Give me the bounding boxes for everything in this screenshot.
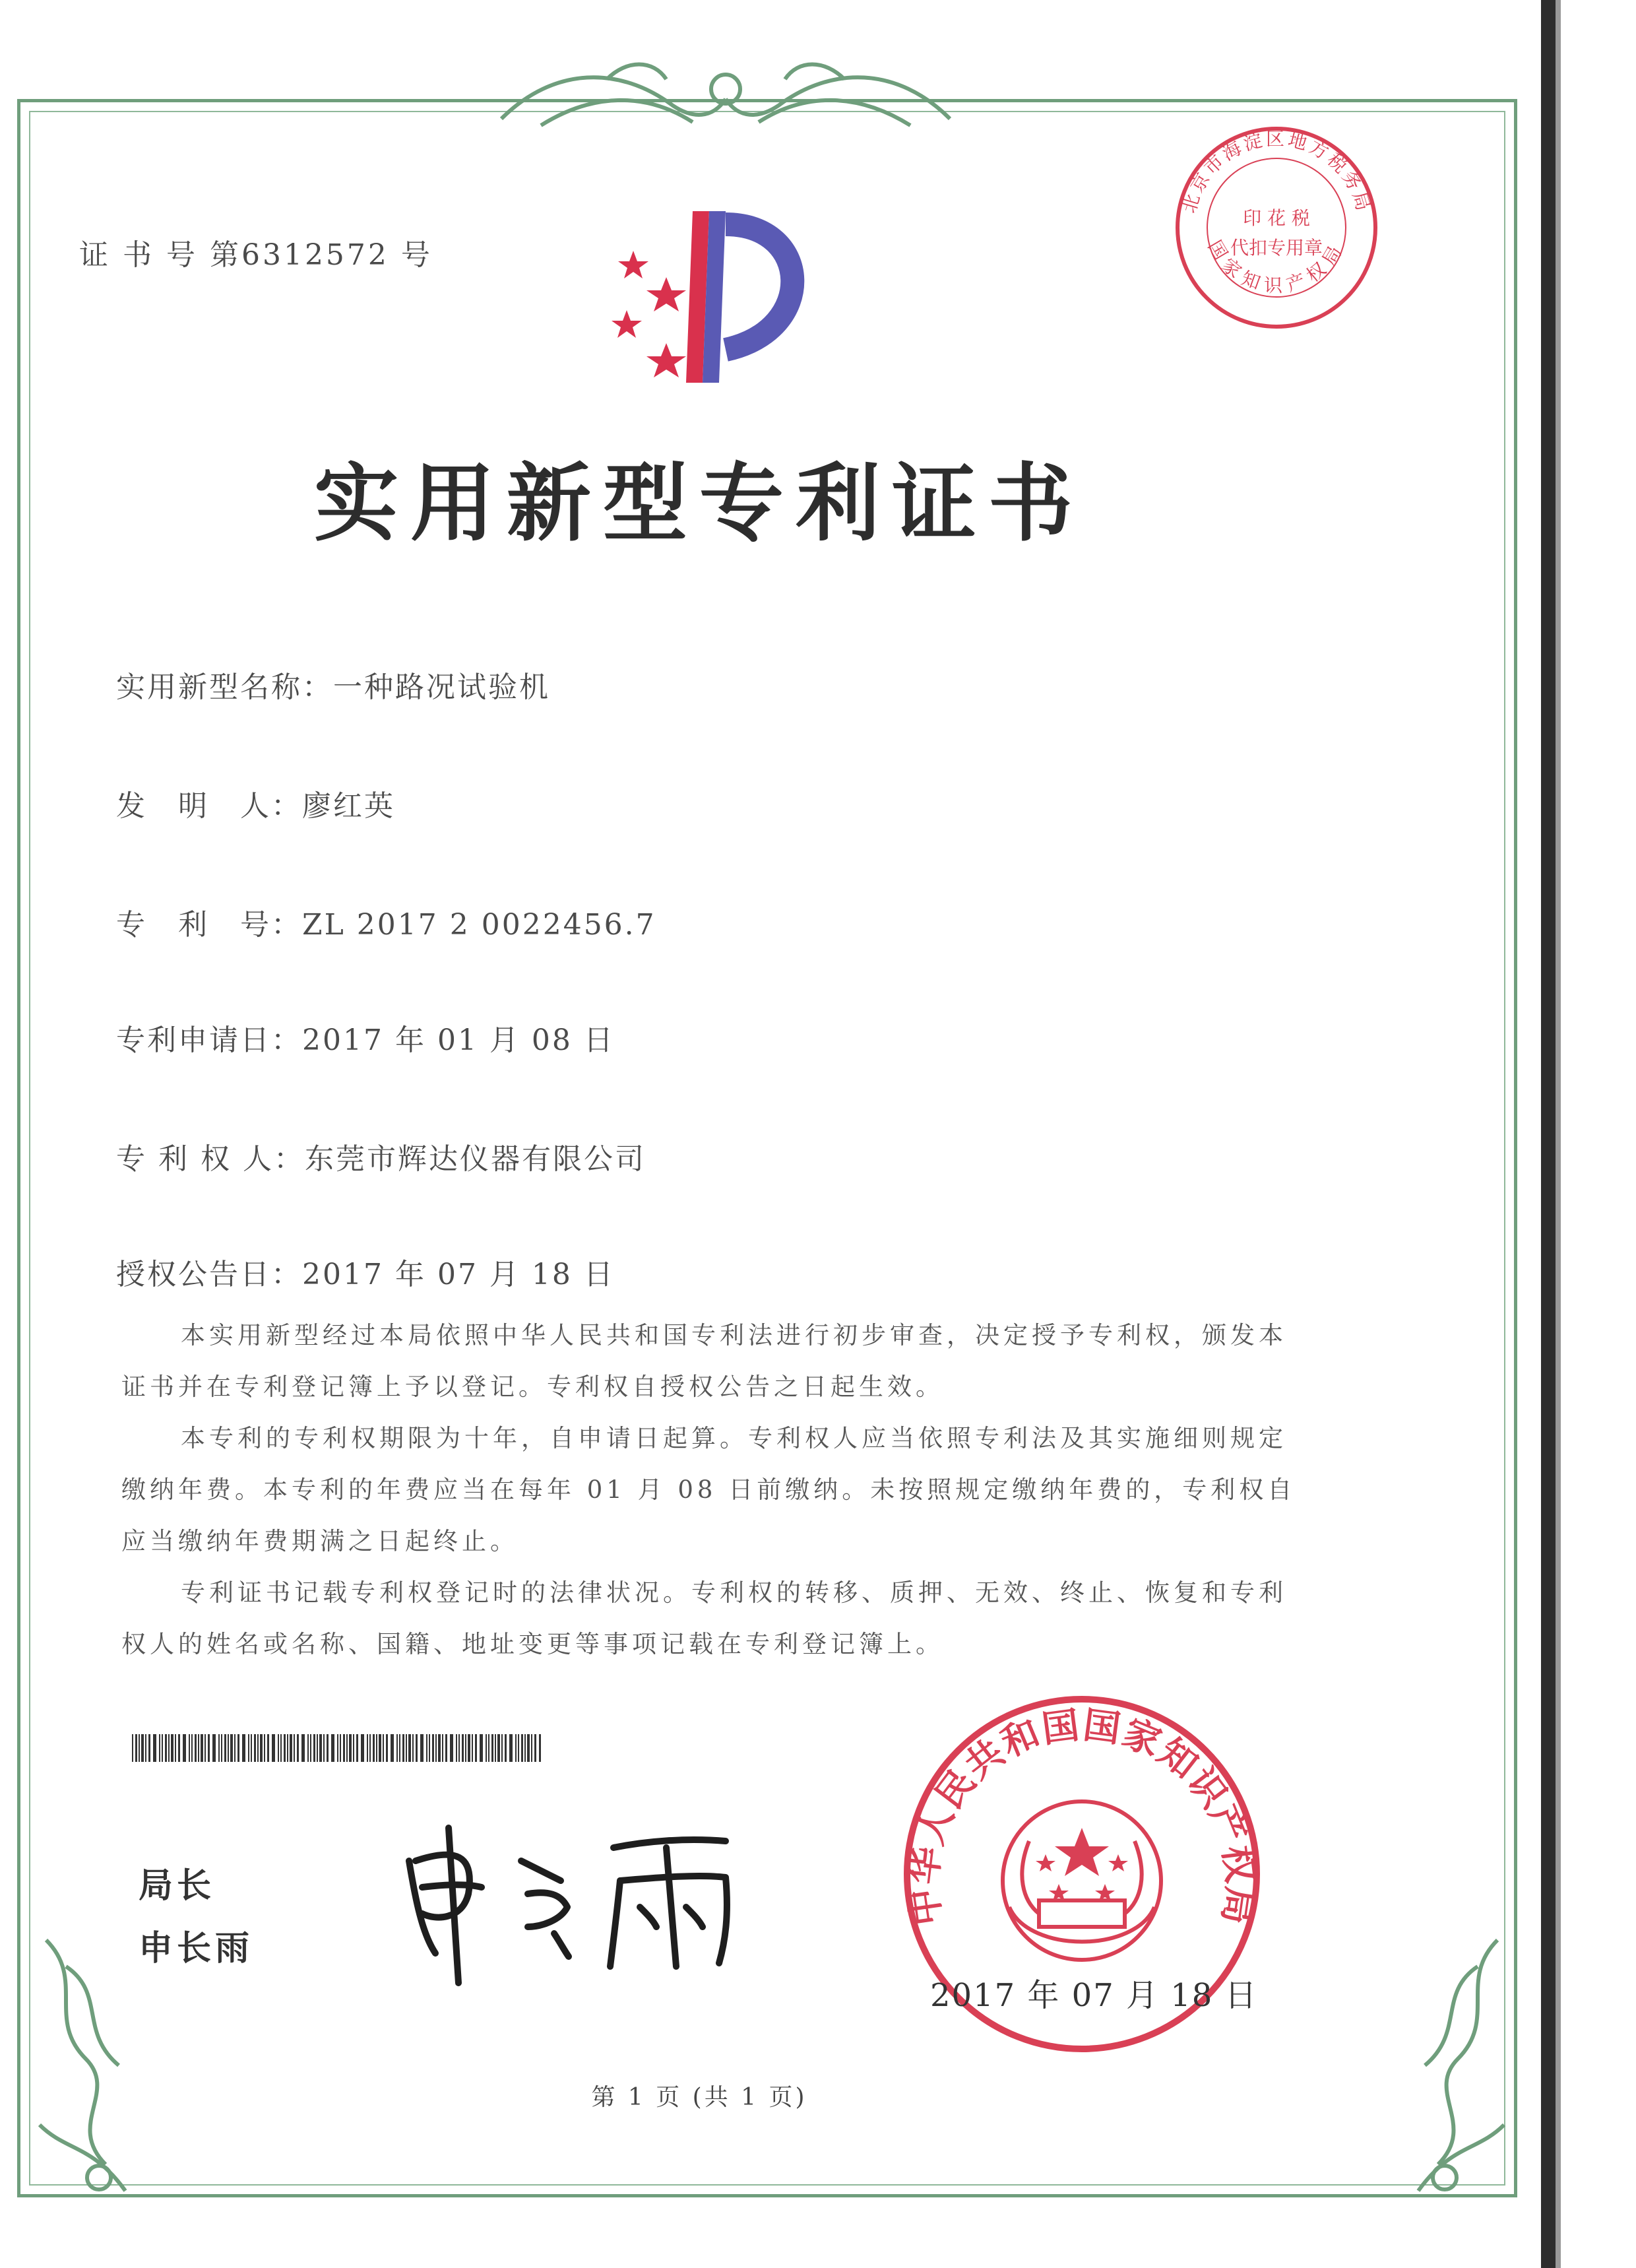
barcode-bar: [379, 1734, 381, 1762]
barcode-bar: [488, 1734, 489, 1762]
barcode-bar: [416, 1734, 418, 1762]
top-ornament: [475, 53, 976, 139]
barcode-bar: [307, 1734, 309, 1762]
certificate-body: [121, 1310, 1309, 1670]
barcode-bar: [201, 1734, 203, 1762]
barcode-bar: [212, 1734, 216, 1762]
barcode-bar: [531, 1734, 532, 1762]
barcode-bar: [132, 1734, 133, 1762]
barcode-bar: [159, 1734, 160, 1762]
barcode-bar: [346, 1734, 348, 1762]
field-patent-number: [116, 901, 656, 943]
barcode-bar: [310, 1734, 311, 1762]
field-value: 2017 年 01 月 08 日: [302, 1023, 615, 1057]
body-paragraph-1: 本实用新型经过本局依照中华人民共和国专利法进行初步审查，决定授予专利权，颁发本证书并在专利登记簿上予以登记。专利权自授权公告之日起生效。: [121, 1321, 1287, 1401]
barcode-bar: [327, 1734, 329, 1762]
barcode-bar: [534, 1734, 536, 1762]
barcode-bar: [356, 1734, 358, 1762]
barcode-bar: [228, 1734, 229, 1762]
barcode-bar: [218, 1734, 220, 1762]
barcode-bar: [145, 1734, 146, 1762]
field-value: 东莞市辉达仪器有限公司: [304, 1142, 646, 1176]
field-label: 实用新型名称：: [116, 670, 333, 704]
barcode-bar: [175, 1734, 176, 1762]
barcode-bar: [539, 1734, 541, 1762]
field-value: 2017 年 07 月 18 日: [302, 1258, 615, 1291]
barcode-bar: [429, 1734, 430, 1762]
barcode-bar: [198, 1734, 199, 1762]
barcode-bar: [524, 1734, 526, 1762]
barcode-bar: [386, 1734, 388, 1762]
barcode-bar: [435, 1734, 437, 1762]
tax-seal-center-line-1: 印 花 税: [1243, 207, 1310, 229]
barcode-bar: [257, 1734, 259, 1762]
barcode-bar: [287, 1734, 288, 1762]
barcode-bar: [153, 1734, 156, 1762]
barcode-bar: [527, 1734, 530, 1762]
patent-office-logo: [594, 198, 831, 396]
certificate-title: 实用新型专利证书: [313, 455, 1085, 553]
barcode-bar: [408, 1734, 411, 1762]
barcode-bar: [237, 1734, 239, 1762]
barcode-bar: [135, 1734, 137, 1762]
barcode-bar: [251, 1734, 252, 1762]
barcode-bar: [290, 1734, 292, 1762]
barcode-bar: [406, 1734, 407, 1762]
barcode-bar: [301, 1734, 305, 1762]
barcode-bar: [340, 1734, 341, 1762]
field-label: 专 利 号：: [116, 908, 302, 942]
barcode-bar: [501, 1734, 503, 1762]
barcode-bar: [442, 1734, 443, 1762]
barcode-bar: [208, 1734, 210, 1762]
barcode-bar: [475, 1734, 477, 1762]
barcode-bar: [191, 1734, 193, 1762]
barcode-bar: [343, 1734, 345, 1762]
body-paragraph-3: 专利证书记载专利权登记时的法律状况。专利权的转移、质押、无效、终止、恢复和专利权人的姓名或名称、国籍、地址变更等事项记载在专利登记簿上。: [121, 1578, 1287, 1658]
barcode-bar: [168, 1734, 170, 1762]
bottom-right-ornament: [1372, 1927, 1517, 2204]
field-label: 发 明 人：: [116, 789, 302, 823]
barcode-bar: [260, 1734, 263, 1762]
barcode-bar: [234, 1734, 236, 1762]
barcode-bar: [148, 1734, 150, 1762]
barcode-bar: [349, 1734, 352, 1762]
body-paragraph-2: 本专利的专利权期限为十年，自申请日起算。专利权人应当依照专利法及其实施细则规定缴纳年费。本专利的年费应当在每年 01 月 08 日前缴纳。未按照规定缴纳年费的，专利权自应当缴纳年费期满之日起终止。: [121, 1424, 1296, 1555]
barcode-bar: [278, 1734, 279, 1762]
field-value: 一种路况试验机: [333, 670, 550, 704]
barcode-bar: [224, 1734, 226, 1762]
barcode-bar: [178, 1734, 180, 1762]
barcode-bar: [420, 1734, 424, 1762]
barcode-bar: [412, 1734, 414, 1762]
barcode-bar: [162, 1734, 163, 1762]
field-inventor: [116, 782, 395, 824]
barcode-bar: [465, 1734, 466, 1762]
barcode-bar: [230, 1734, 233, 1762]
tax-seal-ring-text: 北京市海淀区地方税务局: [1178, 128, 1375, 216]
barcode-bar: [495, 1734, 496, 1762]
barcode-bar: [468, 1734, 470, 1762]
field-application-date: [116, 1016, 615, 1058]
field-value: ZL 2017 2 0022456.7: [302, 908, 656, 942]
barcode-bar: [294, 1734, 295, 1762]
field-grant-date: [116, 1250, 615, 1293]
barcode-bar: [337, 1734, 338, 1762]
seal-date: 2017 年 07 月 18 日: [930, 1977, 1258, 2014]
certificate-number: 证 书 号 第6312572 号: [79, 238, 433, 272]
scan-edge-light: [1556, 0, 1561, 2268]
barcode-bar: [373, 1734, 375, 1762]
barcode-bar: [317, 1734, 318, 1762]
barcode-bar: [383, 1734, 384, 1762]
director-signature: [396, 1821, 739, 1986]
barcode-bar: [518, 1734, 519, 1762]
barcode-bar: [432, 1734, 434, 1762]
barcode-bar: [505, 1734, 507, 1762]
barcode-bar: [445, 1734, 447, 1762]
barcode: [132, 1734, 541, 1762]
tax-seal-center-line-2: 代扣专用章: [1230, 237, 1323, 259]
official-seal-ring-text: 中华人民共和国国家知识产权局: [902, 1703, 1262, 1929]
barcode-bar: [204, 1734, 206, 1762]
field-label: 专利申请日：: [116, 1023, 302, 1057]
barcode-bar: [438, 1734, 441, 1762]
barcode-bar: [456, 1734, 457, 1762]
barcode-bar: [450, 1734, 453, 1762]
barcode-bar: [480, 1734, 483, 1762]
barcode-bar: [171, 1734, 173, 1762]
barcode-bar: [139, 1734, 140, 1762]
director-title: 局长: [139, 1866, 216, 1906]
tax-stamp-seal: [1168, 119, 1385, 337]
barcode-bar: [331, 1734, 334, 1762]
barcode-bar: [189, 1734, 190, 1762]
barcode-bar: [141, 1734, 144, 1762]
field-label: 专 利 权 人：: [116, 1142, 305, 1176]
barcode-bar: [267, 1734, 269, 1762]
barcode-bar: [165, 1734, 167, 1762]
barcode-bar: [367, 1734, 368, 1762]
barcode-bar: [509, 1734, 513, 1762]
field-value: 廖红英: [302, 789, 395, 823]
barcode-bar: [361, 1734, 364, 1762]
barcode-bar: [521, 1734, 523, 1762]
barcode-bar: [221, 1734, 222, 1762]
page-number: 第 1 页 (共 1 页): [591, 2084, 807, 2111]
svg-text:北京市海淀区地方税务局: [1178, 128, 1375, 216]
barcode-bar: [491, 1734, 493, 1762]
barcode-bar: [402, 1734, 404, 1762]
barcode-bar: [515, 1734, 517, 1762]
barcode-bar: [369, 1734, 371, 1762]
barcode-bar: [323, 1734, 325, 1762]
tax-stamp-seal-graphic: [1168, 119, 1385, 337]
barcode-bar: [195, 1734, 197, 1762]
barcode-bar: [376, 1734, 377, 1762]
barcode-bar: [497, 1734, 500, 1762]
barcode-bar: [297, 1734, 299, 1762]
field-patentee: [116, 1135, 646, 1177]
barcode-bar: [284, 1734, 286, 1762]
svg-text:中华人民共和国国家知识产权局: [902, 1704, 1261, 1928]
barcode-bar: [254, 1734, 256, 1762]
barcode-bar: [242, 1734, 245, 1762]
barcode-bar: [183, 1734, 186, 1762]
barcode-bar: [313, 1734, 315, 1762]
barcode-bar: [353, 1734, 354, 1762]
barcode-bar: [272, 1734, 275, 1762]
field-label: 授权公告日：: [116, 1258, 302, 1291]
barcode-bar: [280, 1734, 282, 1762]
field-utility-model-name: [116, 663, 550, 705]
barcode-bar: [391, 1734, 394, 1762]
barcode-bar: [264, 1734, 265, 1762]
barcode-bar: [396, 1734, 398, 1762]
barcode-bar: [426, 1734, 427, 1762]
barcode-bar: [486, 1734, 487, 1762]
barcode-bar: [319, 1734, 322, 1762]
tax-seal-bottom-text: 国家知识产权局: [1203, 236, 1350, 297]
director-name: 申长雨: [139, 1929, 254, 1968]
barcode-bar: [472, 1734, 473, 1762]
barcode-bar: [462, 1734, 464, 1762]
scan-edge-dark: [1541, 0, 1556, 2268]
barcode-bar: [458, 1734, 460, 1762]
barcode-bar: [399, 1734, 400, 1762]
barcode-bar: [248, 1734, 249, 1762]
